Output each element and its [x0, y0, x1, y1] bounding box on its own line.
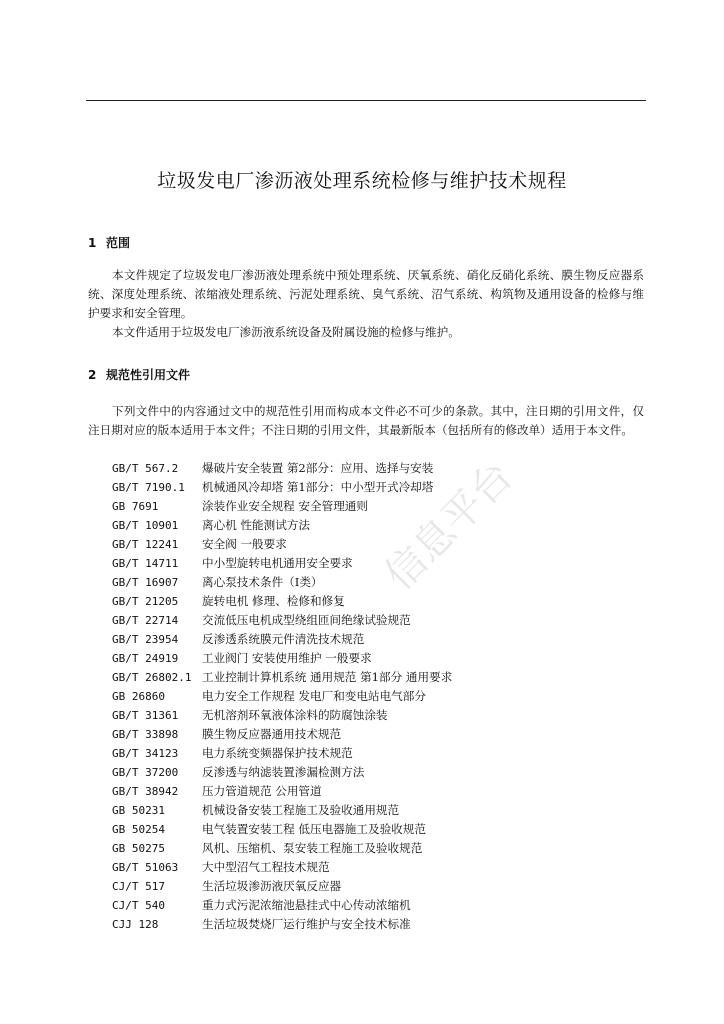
reference-name: 离心泵技术条件（Ⅰ类）: [202, 575, 323, 589]
reference-name: 无机溶剂环氧液体涂料的防腐蚀涂装: [202, 708, 388, 722]
list-item: [112, 706, 632, 725]
reference-name: 重力式污泥浓缩池悬挂式中心传动浓缩机: [202, 898, 411, 912]
list-item: [112, 535, 632, 554]
section-title: 范围: [106, 236, 131, 250]
reference-list: [112, 459, 632, 934]
reference-code: GB/T 21205: [112, 595, 179, 608]
list-item: [112, 820, 632, 839]
list-item: [112, 744, 632, 763]
reference-code: CJ/T 540: [112, 899, 165, 912]
reference-code: GB/T 33898: [112, 728, 179, 741]
reference-code: GB/T 10901: [112, 519, 179, 532]
reference-code: GB/T 24919: [112, 652, 179, 665]
reference-name: 交流低压电机成型绕组匝间绝缘试验规范: [202, 613, 411, 627]
reference-name: 反渗透系统膜元件清洗技术规范: [202, 632, 365, 646]
reference-name: 离心机 性能测试方法: [202, 518, 311, 532]
reference-code: CJ/T 517: [112, 880, 165, 893]
reference-code: GB/T 16907: [112, 576, 179, 589]
header-rule: [86, 100, 646, 101]
list-item: [112, 801, 632, 820]
list-item: [112, 668, 632, 687]
list-item: [112, 630, 632, 649]
section-number: 2: [88, 368, 97, 382]
list-item: [112, 611, 632, 630]
list-item: [112, 763, 632, 782]
list-item: [112, 915, 632, 934]
reference-code: GB/T 567.2: [112, 462, 179, 475]
list-item: [112, 782, 632, 801]
list-item: [112, 858, 632, 877]
list-item: [112, 592, 632, 611]
reference-code: GB/T 51063: [112, 861, 179, 874]
reference-code: GB/T 26802.1: [112, 671, 192, 684]
reference-name: 风机、压缩机、泵安装工程施工及验收规范: [202, 841, 423, 855]
reference-code: GB/T 12241: [112, 538, 179, 551]
normative-intro-paragraph: 下列文件中的内容通过文中的规范性引用而构成本文件必不可少的条款。其中，注日期的引用文件，仅注日期对应的版本适用于本文件；不注日期的引用文件，其最新版本（包括所有的修改单）适用于本文件。: [88, 404, 644, 437]
section-2-heading: [88, 366, 190, 383]
reference-name: 机械通风冷却塔 第1部分：中小型开式冷却塔: [202, 480, 434, 494]
reference-code: GB 50275: [112, 842, 165, 855]
reference-name: 涂装作业安全规程 安全管理通则: [202, 499, 368, 513]
reference-code: GB/T 22714: [112, 614, 179, 627]
list-item: [112, 725, 632, 744]
reference-name: 电气装置安装工程 低压电器施工及验收规范: [202, 822, 426, 836]
reference-name: 工业阀门 安装使用维护 一般要求: [202, 651, 372, 665]
reference-name: 工业控制计算机系统 通用规范 第1部分 通用要求: [202, 670, 453, 684]
watermark: 信息平台: [376, 453, 523, 599]
reference-name: 电力安全工作规程 发电厂和变电站电气部分: [202, 689, 426, 703]
document-title: 垃圾发电厂渗沥液处理系统检修与维护技术规程: [157, 170, 567, 192]
reference-code: GB/T 7190.1: [112, 481, 185, 494]
reference-name: 中小型旋转电机通用安全要求: [202, 556, 353, 570]
scope-paragraph-1: 本文件规定了垃圾发电厂渗沥液处理系统中预处理系统、厌氧系统、硝化反硝化系统、膜生物反应器系统、深度处理系统、浓缩液处理系统、污泥处理系统、臭气系统、沼气系统、构筑物及通用设备的检修与维护要求和安全管理。: [88, 268, 644, 320]
reference-name: 旋转电机 修理、检修和修复: [202, 594, 345, 608]
reference-name: 生活垃圾焚烧厂运行维护与安全技术标准: [202, 917, 411, 931]
reference-name: 反渗透与纳滤装置渗漏检测方法: [202, 765, 365, 779]
scope-paragraph-2: 本文件适用于垃圾发电厂渗沥液系统设备及附属设施的检修与维护。: [112, 325, 460, 339]
reference-code: GB/T 31361: [112, 709, 179, 722]
list-item: [112, 497, 632, 516]
list-item: [112, 877, 632, 896]
reference-code: GB 50231: [112, 804, 165, 817]
reference-code: GB/T 37200: [112, 766, 179, 779]
reference-name: 大中型沼气工程技术规范: [202, 860, 330, 874]
list-item: [112, 649, 632, 668]
reference-code: GB/T 38942: [112, 785, 179, 798]
reference-code: GB/T 14711: [112, 557, 179, 570]
list-item: [112, 459, 632, 478]
reference-name: 机械设备安装工程施工及验收通用规范: [202, 803, 400, 817]
reference-name: 膜生物反应器通用技术规范: [202, 727, 342, 741]
section-number: 1: [88, 236, 97, 250]
list-item: [112, 839, 632, 858]
reference-name: 安全阀 一般要求: [202, 537, 287, 551]
reference-code: GB 26860: [112, 690, 165, 703]
reference-name: 生活垃圾渗沥液厌氧反应器: [202, 879, 342, 893]
reference-name: 压力管道规范 公用管道: [202, 784, 322, 798]
list-item: [112, 516, 632, 535]
reference-name: 电力系统变频器保护技术规范: [202, 746, 353, 760]
reference-code: GB 7691: [112, 500, 159, 513]
list-item: [112, 573, 632, 592]
list-item: [112, 478, 632, 497]
section-title: 规范性引用文件: [106, 368, 191, 382]
reference-code: GB 50254: [112, 823, 165, 836]
reference-code: GB/T 23954: [112, 633, 179, 646]
reference-name: 爆破片安全装置 第2部分：应用、选择与安装: [202, 461, 434, 475]
list-item: [112, 554, 632, 573]
reference-code: GB/T 34123: [112, 747, 179, 760]
list-item: [112, 896, 632, 915]
reference-code: CJJ 128: [112, 918, 159, 931]
list-item: [112, 687, 632, 706]
section-1-heading: [88, 234, 130, 251]
